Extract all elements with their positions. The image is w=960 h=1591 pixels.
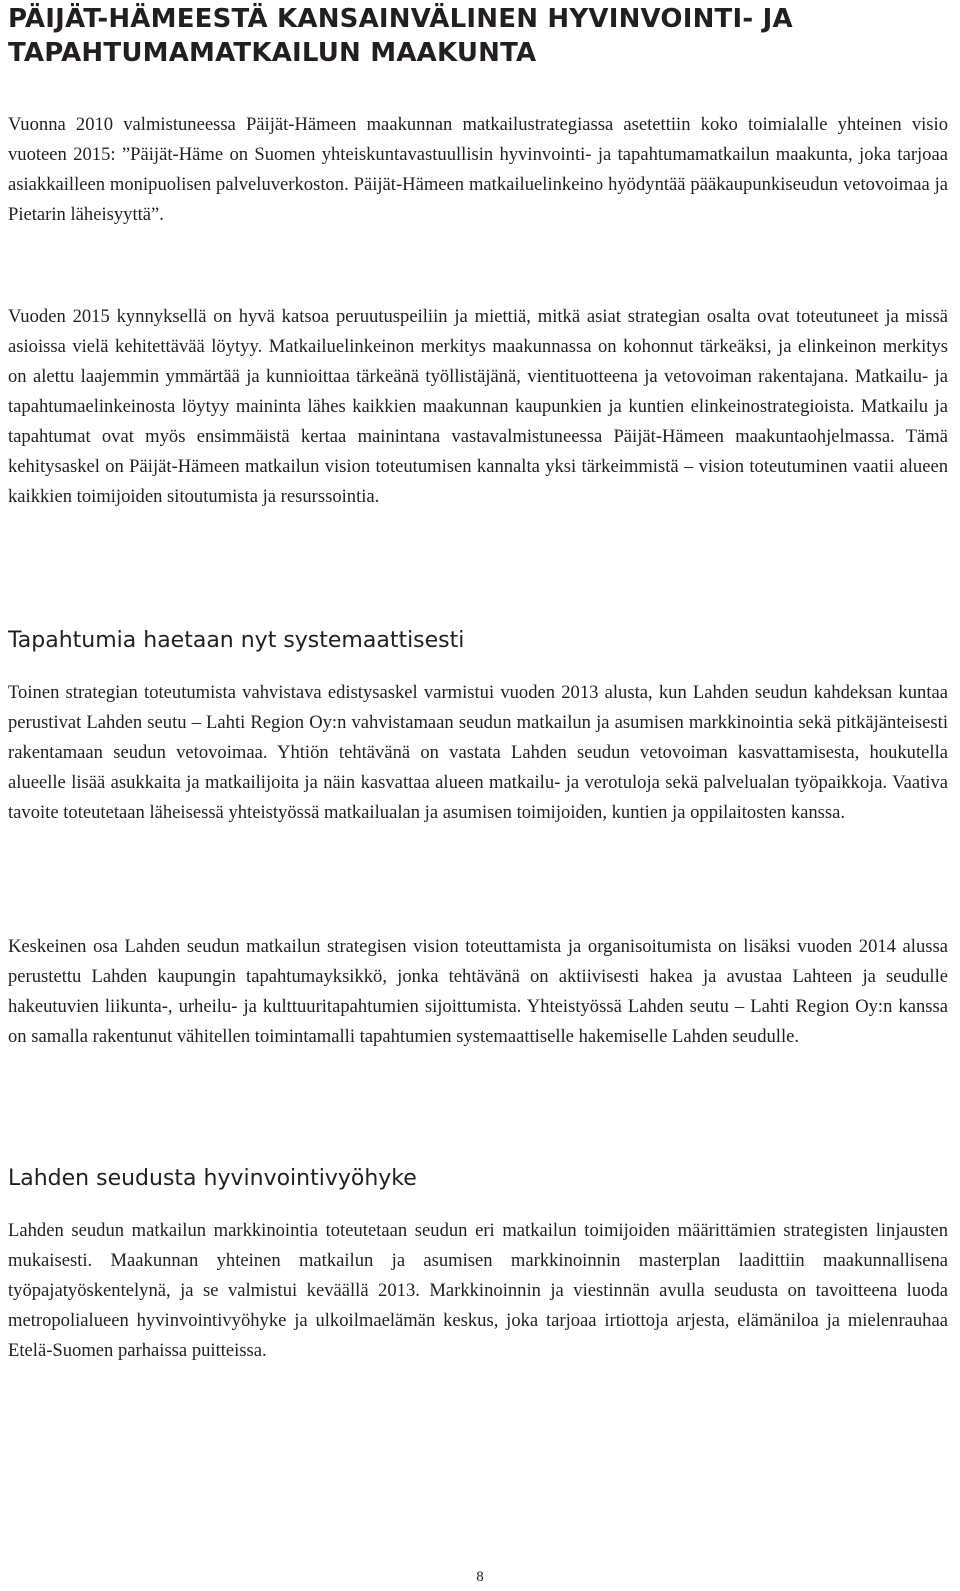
paragraph-vision: Vuonna 2010 valmistuneessa Päijät-Hämeen maakunnan matkailustrategiassa asetettiin koko toimialalle yhteinen visio vuoteen 2015: ”Päijät-Häme on Suomen yhteiskuntavastuullisin hyvinvointi- ja tapahtumamatkailun maakunta, joka tarjoaa asiakkailleen monipuolisen palveluverkoston. Päijät-Hämeen matkailuelinkeino hyödyntää pääkaupunkiseudun vetovoimaa ja Pietarin läheisyyttä”. xyxy=(8,114,948,225)
page-title-line-1: PÄIJÄT-HÄMEESTÄ KANSAINVÄLINEN HYVINVOINTI- JA xyxy=(8,4,793,34)
paragraph-strategy-review: Vuoden 2015 kynnyksellä on hyvä katsoa peruutuspeiliin ja miettiä, mitkä asiat strategian osalta ovat toteutuneet ja missä asioissa vielä kehitettävää löytyy. Matkailuelinkeinon merkitys maakunnassa on kohonnut tärkeäksi, ja elinkeinon merkitys on alettu laajemmin ymmärtää ja kunnioittaa tärkeänä työllistäjänä, vientituotteena ja vetovoiman rakentajana. Matkailu- ja tapahtumaelinkeinosta löytyy maininta lähes kaikkien maakunnan kaupunkien ja kuntien elinkeinostrategioista. Matkailu ja tapahtumat ovat myös ensimmäistä kertaa mainintana vastavalmistuneessa Päijät-Hämeen maakuntaohjelmassa. Tämä kehitysaskel on Päijät-Hämeen matkailun vision toteutumisen kannalta yksi tärkeimmistä – vision toteutuminen vaatii alueen kaikkien toimijoiden sitoutumista ja resurssointia. xyxy=(8,306,948,507)
paragraph-marketing: Lahden seudun matkailun markkinointia toteutetaan seudun eri matkailun toimijoiden määrittämien strategisten linjausten mukaisesti. Maakunnan yhteinen matkailun ja asumisen markkinoinnin masterplan laadittiin maakunnallisena työpajatyöskentelynä, ja se valmistui keväällä 2013. Markkinoinnin ja viestinnän avulla seudusta on tavoitteena luoda metropolialueen hyvinvointivyöhyke ja ulkoilmaelämän keskus, joka tarjoaa irtiottoja arjesta, elämäniloa ja mielenrauhaa Etelä-Suomen parhaissa puitteissa. xyxy=(8,1220,948,1361)
section-heading-wellbeing-zone: Lahden seudusta hyvinvointivyöhyke xyxy=(8,1166,417,1191)
paragraph-event-unit: Keskeinen osa Lahden seudun matkailun strategisen vision toteuttamista ja organisoitumista on lisäksi vuoden 2014 alussa perustettu Lahden kaupungin tapahtumayksikkö, jonka tehtävänä on aktiivisesti hakea ja avustaa Lahteen ja seudulle hakeutuvien liikunta-, urheilu- ja kulttuuritapahtumien sijoittumista. Yhteistyössä Lahden seutu – Lahti Region Oy:n kanssa on samalla rakentunut vähitellen toimintamalli tapahtumien systemaattiselle hakemiselle Lahden seudulle. xyxy=(8,936,948,1047)
page-title-line-2: TAPAHTUMAMATKAILUN MAAKUNTA xyxy=(8,38,537,68)
page-title xyxy=(8,2,948,70)
page-number: 8 xyxy=(476,1569,484,1585)
section-heading-events: Tapahtumia haetaan nyt systemaattisesti xyxy=(8,628,465,653)
paragraph-lahti-region: Toinen strategian toteutumista vahvistava edistysaskel varmistui vuoden 2013 alusta, kun Lahden seudun kahdeksan kuntaa perustivat Lahden seutu – Lahti Region Oy:n vahvistamaan seudun matkailun ja asumisen markkinointia sekä pitkäjänteisesti rakentamaan seudun vetovoimaa. Yhtiön tehtävänä on vastata Lahden seudun vetovoiman kasvattamisesta, houkutella alueelle lisää asukkaita ja matkailijoita ja näin kasvattaa alueen matkailu- ja verotuloja sekä palvelualan työpaikkoja. Vaativa tavoite toteutetaan läheisessä yhteistyössä matkailualan ja asumisen toimijoiden, kuntien ja oppilaitosten kanssa. xyxy=(8,682,948,823)
